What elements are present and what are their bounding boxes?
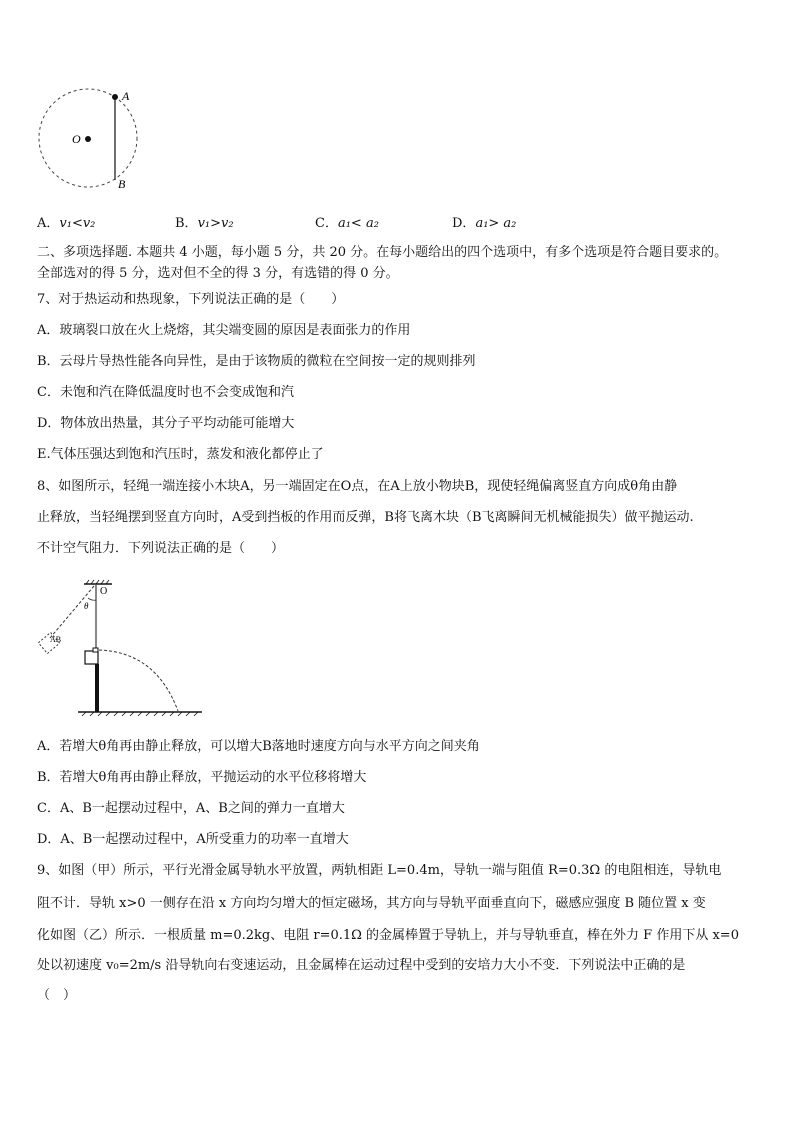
label-b: B: [118, 177, 126, 191]
q6-option-a: A．v₁<v₂: [37, 216, 96, 231]
q7-option-a: A．玻璃裂口放在火上烧熔，其尖端变圆的原因是表面张力的作用: [37, 323, 411, 338]
q7-option-b: B．云母片导热性能各向异性，是由于该物质的微粒在空间按一定的规则排列: [37, 354, 476, 369]
q7-option-d: D．物体放出热量，其分子平均动能可能增大: [37, 416, 295, 431]
theta-arc: [88, 598, 96, 600]
center-dot: [85, 136, 91, 142]
block-a: [85, 651, 98, 664]
q8-option-c: C．A、B一起摆动过程中，A、B之间的弹力一直增大: [37, 801, 345, 816]
q8-stem-line3: 不计空气阻力．下列说法正确的是（ ）: [37, 541, 285, 556]
baffle: [95, 664, 99, 712]
block-b: [93, 648, 98, 652]
label-o: O: [72, 132, 81, 146]
label-theta: θ: [84, 601, 89, 611]
q9-stem-line4: 处以初速度 v₀=2m/s 沿导轨向右变速运动，且金属棒在运动过程中受到的安培力大小不变．下列说法中正确的是: [37, 958, 686, 973]
q9-stem-line3: 化如图（乙）所示．一根质量 m=0.2kg、电阻 r=0.1Ω 的金属棒置于导轨上，并与导轨垂直，棒在外力 F 作用下从 x=0: [37, 928, 739, 943]
q8-option-a: A．若增大θ角再由静止释放，可以增大B落地时速度方向与水平方向之间夹角: [37, 739, 480, 754]
q9-stem-line1: 9、如图（甲）所示，平行光滑金属导轨水平放置，两轨相距 L=0.4m，导轨一端与阻值 R=0.3Ω 的电阻相连，导轨电: [37, 863, 722, 878]
q8-stem-line2: 止释放，当轻绳摆到竖直方向时，A受到挡板的作用而反弹，B将飞离木块（B飞离瞬间无机械能损失）做平抛运动.: [37, 510, 694, 525]
pendulum-figure: [36, 576, 206, 721]
label-o: O: [100, 586, 108, 597]
q6-option-d: D．a₁> a₂: [452, 216, 517, 231]
q8-stem-line1: 8、如图所示，轻绳一端连接小木块A，另一端固定在O点，在A上放小物块B，现使轻绳偏离竖直方向成θ角由静: [37, 479, 678, 494]
section2-line1: 二、多项选择题. 本题共 4 小题，每小题 5 分，共 20 分。在每小题给出的四个选项中，有多个选项是符合题目要求的。: [37, 245, 728, 260]
q9-stem-line2: 阻不计．导轨 x>0 一侧存在沿 x 方向均匀增大的恒定磁场，其方向与导轨平面垂直向下，磁感应强度 B 随位置 x 变: [37, 896, 706, 911]
q7-stem: 7、对于热运动和热现象，下列说法正确的是（ ）: [37, 292, 345, 307]
rope-inclined: [50, 586, 94, 638]
point-a-dot: [112, 94, 118, 100]
q9-stem-line5: （ ）: [37, 988, 77, 1003]
q7-option-c: C．未饱和汽在降低温度时也不会变成饱和汽: [37, 385, 294, 400]
q7-option-e: E.气体压强达到饱和汽压时，蒸发和液化都停止了: [37, 447, 324, 462]
q6-option-b: B．v₁>v₂: [175, 216, 234, 231]
circle-figure: [30, 84, 150, 194]
label-a: A: [122, 89, 130, 103]
label-ab: AB: [50, 635, 62, 644]
q8-option-d: D．A、B一起摆动过程中，A所受重力的功率一直增大: [37, 832, 349, 847]
q6-option-c: C．a₁< a₂: [315, 216, 379, 231]
projectile-path: [99, 650, 178, 711]
section2-line2: 全部选对的得 5 分，选对但不全的得 3 分，有选错的得 0 分。: [37, 266, 399, 281]
q8-option-b: B．若增大θ角再由静止释放，平抛运动的水平位移将增大: [37, 770, 367, 785]
